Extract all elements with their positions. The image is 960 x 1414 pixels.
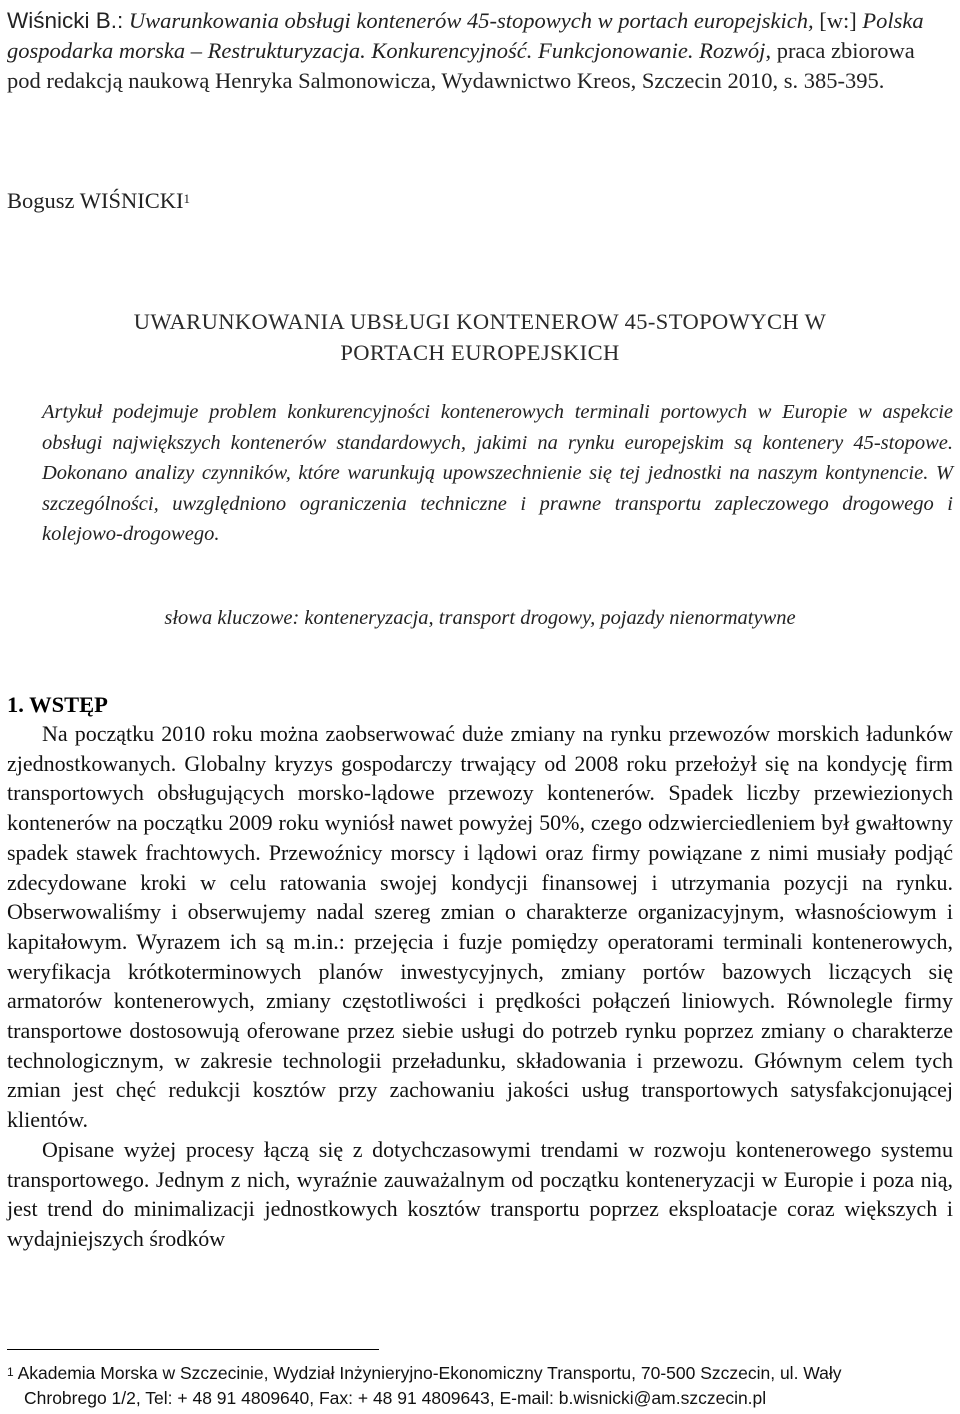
citation-in-label: [w:] (819, 8, 857, 33)
citation-article-title: Uwarunkowania obsługi kontenerów 45-stopowych w portach europejskich, (128, 8, 814, 33)
body-paragraph-2: Opisane wyżej procesy łączą się z dotychczasowymi trendami w rozwoju kontenerowego systemu transportowego. Jednym z nich, wyraźnie zauważalnym od początku konteneryzacji w Europie i poza nią, jest trend do minimalizacji jednostkowych kosztów transportu poprzez eksploatacje coraz większych i wydajniejszych środków (7, 1136, 953, 1251)
citation-block (7, 6, 953, 96)
paper-title (40, 306, 920, 368)
author-footnote-mark: 1 (183, 191, 190, 206)
citation-book-title: Polska gospodarka morska – Restrukturyzacja. Konkurencyjność. Funkcjonowanie. Rozwój (7, 8, 924, 63)
section-body (7, 719, 953, 1254)
footnote-mark: 1 (7, 1365, 14, 1379)
footnote-text-1: Akademia Morska w Szczecinie, Wydział Inżynieryjno-Ekonomiczny Transportu, 70-500 Szczecin, ul. Wały (13, 1363, 842, 1383)
section-heading: 1. WSTĘP (7, 692, 108, 717)
citation-publisher: , praca zbiorowa pod redakcją naukową Henryka Salmonowicza, Wydawnictwo Kreos, Szczecin 2010, s. 385-395. (7, 38, 915, 93)
author-line (7, 186, 190, 216)
abstract: Artykuł podejmuje problem konkurencyjności kontenerowych terminali portowych w Europie w aspekcie obsługi największych kontenerów standardowych, jakimi na rynku europejskim są kontenery 45-stopowe. Dokonano analizy czynników, które warunkują upowszechnienie się tej jednostki na naszym kontynencie. W szczególności, uwzględniono ograniczenia techniczne i prawne transportu zapleczowego drogowego i kolejowo-drogowego. (42, 401, 953, 545)
footnote-line-2: Chrobrego 1/2, Tel: + 48 91 4809640, Fax: + 48 91 4809643, E-mail: b.wisnicki@am.szczecin.pl (24, 1388, 767, 1408)
footnote-divider (7, 1349, 379, 1350)
citation-author: Wiśnicki B. (7, 8, 118, 33)
paper-title-line-1: UWARUNKOWANIA UBSŁUGI KONTENEROW 45-STOPOWYCH W (133, 309, 827, 334)
paper-title-line-2: PORTACH EUROPEJSKICH (340, 340, 620, 365)
footnote-line-1 (7, 1361, 953, 1386)
keywords: słowa kluczowe: konteneryzacja, transport drogowy, pojazdy nienormatywne (164, 607, 796, 629)
citation-separator: : (117, 8, 124, 33)
body-paragraph-1: Na początku 2010 roku można zaobserwować duże zmiany na rynku przewozów morskich ładunków zjednostkowanych. Globalny kryzys gospodarczy trwający od 2008 roku przełożył się na kondycję firm transportowych obsługujących morsko-lądowe przewozy kontenerów. Spadek liczby przewiezionych kontenerów na początku 2009 roku wyniósł nawet powyżej 50%, czego odzwierciedleniem był gwałtowny spadek stawek frachtowych. Przewoźnicy morscy i lądowi oraz firmy powiązane z nimi musiały podjąć zdecydowane kroki w celu ratowania swojej kondycji finansowej i utrzymania pozycji na rynku. Obserwowaliśmy i obserwujemy nadal szereg zmian o charakterze organizacyjnym, własnościowym i kapitałowym. Wyrazem ich są m.in.: przejęcia i fuzje pomiędzy operatorami terminali kontenerowych, weryfikacja krótkoterminowych planów inwestycyjnych, zmiany portów bazowych liczących się armatorów kontenerowych, zmiany częstotliwości i prędkości połączeń liniowych. Równolegle firmy transportowe dostosowują oferowane przez siebie usługi do potrzeb rynku poprzez zmiany o charakterze technologicznym, w zakresie technologii przeładunku, składowania i przewozu. Głównym celem tych zmian jest chęć redukcji kosztów przy zachowaniu jakości usług transportowych satysfakcjonującej klientów. (7, 721, 953, 1133)
author-name: Bogusz WIŚNICKI (7, 188, 184, 213)
footnote (7, 1361, 953, 1411)
